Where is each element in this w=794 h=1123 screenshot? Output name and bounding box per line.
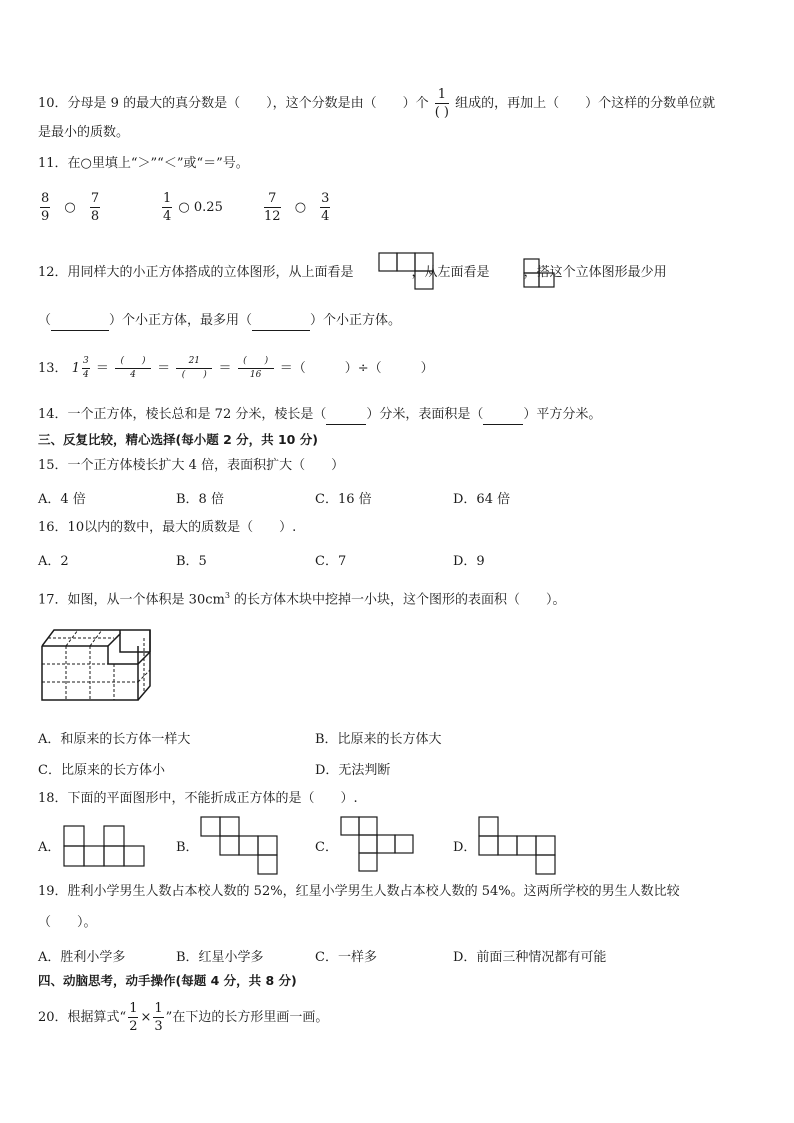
q11-compare-circle-1[interactable]: ○ bbox=[64, 200, 76, 215]
q16-text: 16．10以内的数中，最大的质数是（ ）. bbox=[38, 520, 297, 535]
q10-text-part1: 10．分母是 9 的最大的真分数是（ ），这个分数是由（ ）个 bbox=[38, 96, 429, 111]
q18-net-c[interactable] bbox=[340, 816, 414, 876]
q12-blank-min[interactable] bbox=[51, 312, 109, 331]
q15-option-b[interactable]: B．8 倍 bbox=[176, 492, 224, 507]
q16-option-d[interactable]: D．9 bbox=[453, 554, 485, 569]
q13-f3-den: 16 bbox=[249, 370, 262, 380]
section-4-heading: 四、动脑思考，动手操作(每题 4 分，共 8 分) bbox=[38, 973, 297, 988]
q18-net-a[interactable] bbox=[63, 825, 145, 867]
q17-option-c[interactable]: C．比原来的长方体小 bbox=[38, 763, 165, 778]
q11-pair-2 bbox=[160, 192, 223, 223]
q11-p1-a-num: 8 bbox=[41, 191, 50, 206]
q17-option-a[interactable]: A．和原来的长方体一样大 bbox=[38, 732, 191, 747]
q13-tail[interactable]: ＝（ ）÷（ ） bbox=[279, 361, 434, 376]
q14-blank-edge[interactable] bbox=[326, 406, 366, 425]
q12-line2-b: ）个小正方体，最多用（ bbox=[109, 313, 253, 328]
q11-compare-circle-3[interactable]: ○ bbox=[294, 200, 307, 215]
q10-line1 bbox=[38, 88, 715, 119]
q13-f2-den[interactable]: ( ) bbox=[181, 370, 207, 380]
q11-compare-circle-2[interactable]: ○ bbox=[178, 200, 190, 215]
q10-text-part2: 组成的，再加上（ ）个这样的分数单位就 bbox=[455, 96, 716, 111]
q19-text: 19．胜利小学男生人数占本校人数的 52%，红星小学男生人数占本校人数的 54%。这两所学校的男生人数比较 bbox=[38, 884, 680, 899]
q12-left-view-figure bbox=[523, 258, 557, 290]
q13-eq-1: ＝ bbox=[95, 361, 109, 376]
q14-part3: ）平方分米。 bbox=[523, 407, 602, 422]
q20-times: × bbox=[140, 1010, 152, 1025]
q13-f1-den: 4 bbox=[130, 370, 136, 380]
q13-eq-2: ＝ bbox=[157, 361, 171, 376]
q12-text-part1: 12．用同样大的小正方体搭成的立体图形，从上面看是 bbox=[38, 265, 354, 280]
q18-option-a[interactable]: A． bbox=[38, 840, 61, 855]
q20-b-num: 1 bbox=[154, 1001, 163, 1016]
q17-sup: 3 bbox=[224, 591, 230, 600]
q16-option-a[interactable]: A．2 bbox=[38, 554, 69, 569]
q15-option-d[interactable]: D．64 倍 bbox=[453, 492, 511, 507]
q18-text: 18．下面的平面图形中，不能折成正方体的是（ ）. bbox=[38, 791, 358, 806]
q19-line2: （ ）。 bbox=[38, 915, 97, 930]
q14-blank-area[interactable] bbox=[483, 406, 523, 425]
q12-text-part3: ，搭这个立体图形最少用 bbox=[523, 265, 667, 280]
q12-line2-c: ）个小正方体。 bbox=[310, 313, 402, 328]
q12-line2 bbox=[38, 312, 401, 331]
q18-option-d[interactable]: D． bbox=[453, 840, 477, 855]
q20-a-den: 2 bbox=[129, 1019, 138, 1034]
q13-whole: 1 bbox=[71, 361, 80, 376]
q10-fraction-unit bbox=[435, 88, 449, 119]
q15-option-a[interactable]: A．4 倍 bbox=[38, 492, 86, 507]
section-3-heading: 三、反复比较，精心选择(每小题 2 分，共 10 分) bbox=[38, 432, 318, 447]
q11-pair-3 bbox=[262, 192, 332, 223]
q17-text bbox=[38, 587, 566, 609]
q11-p3-b-den: 4 bbox=[321, 209, 330, 224]
q14-part2: ）分米，表面积是（ bbox=[366, 407, 484, 422]
q18-net-b[interactable] bbox=[200, 816, 278, 876]
q20-a-num: 1 bbox=[129, 1001, 138, 1016]
q19-option-a[interactable]: A．胜利小学多 bbox=[38, 950, 126, 965]
q18-option-b[interactable]: B． bbox=[176, 840, 199, 855]
q20-line bbox=[38, 1002, 328, 1033]
q13-mixed-den: 4 bbox=[82, 370, 89, 380]
q12-text-part2: ，从左面看是 bbox=[411, 265, 490, 280]
q14-part1: 14．一个正方体，棱长总和是 72 分米，棱长是（ bbox=[38, 407, 327, 422]
q11-p1-a-den: 9 bbox=[41, 209, 50, 224]
q17-cuboid-figure bbox=[38, 624, 152, 704]
q14-line bbox=[38, 406, 601, 425]
q11-p3-a-num: 7 bbox=[264, 192, 281, 208]
q13-eq-3: ＝ bbox=[218, 361, 232, 376]
q18-option-c[interactable]: C． bbox=[315, 840, 338, 855]
q19-option-d[interactable]: D．前面三种情况都有可能 bbox=[453, 950, 607, 965]
q17-option-d[interactable]: D．无法判断 bbox=[315, 763, 391, 778]
q16-option-b[interactable]: B．5 bbox=[176, 554, 207, 569]
q18-net-d[interactable] bbox=[478, 816, 556, 876]
q10-unit-denominator: ( ) bbox=[434, 105, 449, 120]
q20-part1: 20．根据算式“ bbox=[38, 1010, 127, 1025]
q11-p2-b: 0.25 bbox=[193, 200, 223, 215]
q11-p1-b-num: 7 bbox=[90, 191, 100, 206]
q17-part2: 的长方体木块中挖掉一小块，这个图形的表面积（ ）。 bbox=[229, 592, 566, 608]
q10-line2: 是最小的质数。 bbox=[38, 125, 130, 140]
q13-f3-num[interactable]: ( ) bbox=[238, 357, 274, 369]
q12-line1 bbox=[38, 264, 667, 282]
q13-mixed-num: 3 bbox=[82, 357, 90, 369]
q11-text: 11．在○里填上“＞”“＜”或“＝”号。 bbox=[38, 156, 249, 171]
q11-pair-1 bbox=[38, 192, 102, 223]
q11-p2-a-den: 4 bbox=[163, 209, 172, 224]
q11-p3-b-num: 3 bbox=[321, 191, 330, 206]
q13-f2-num: 21 bbox=[176, 357, 212, 369]
q15-text: 15．一个正方体棱长扩大 4 倍，表面积扩大（ ） bbox=[38, 458, 345, 473]
q13-line bbox=[38, 357, 434, 380]
q10-unit-numerator: 1 bbox=[435, 88, 449, 104]
q20-part2: ”在下边的长方形里画一画。 bbox=[165, 1010, 329, 1025]
q13-label: 13． bbox=[38, 361, 68, 376]
q17-option-b[interactable]: B．比原来的长方体大 bbox=[315, 732, 442, 747]
q11-p1-b-den: 8 bbox=[90, 209, 100, 224]
q15-option-c[interactable]: C．16 倍 bbox=[315, 492, 372, 507]
q12-top-view-figure bbox=[378, 252, 436, 292]
q13-f1-num[interactable]: ( ) bbox=[115, 357, 151, 369]
q12-blank-max[interactable] bbox=[252, 312, 310, 331]
q17-part1: 17．如图，从一个体积是 30cm bbox=[38, 592, 225, 608]
q11-p2-a-num: 1 bbox=[163, 191, 172, 206]
q20-b-den: 3 bbox=[154, 1019, 163, 1034]
q12-line2-a: （ bbox=[38, 313, 52, 328]
q11-p3-a-den: 12 bbox=[264, 209, 281, 224]
q19-option-b[interactable]: B．红星小学多 bbox=[176, 950, 264, 965]
q16-option-c[interactable]: C．7 bbox=[315, 554, 347, 569]
q19-option-c[interactable]: C．一样多 bbox=[315, 950, 377, 965]
